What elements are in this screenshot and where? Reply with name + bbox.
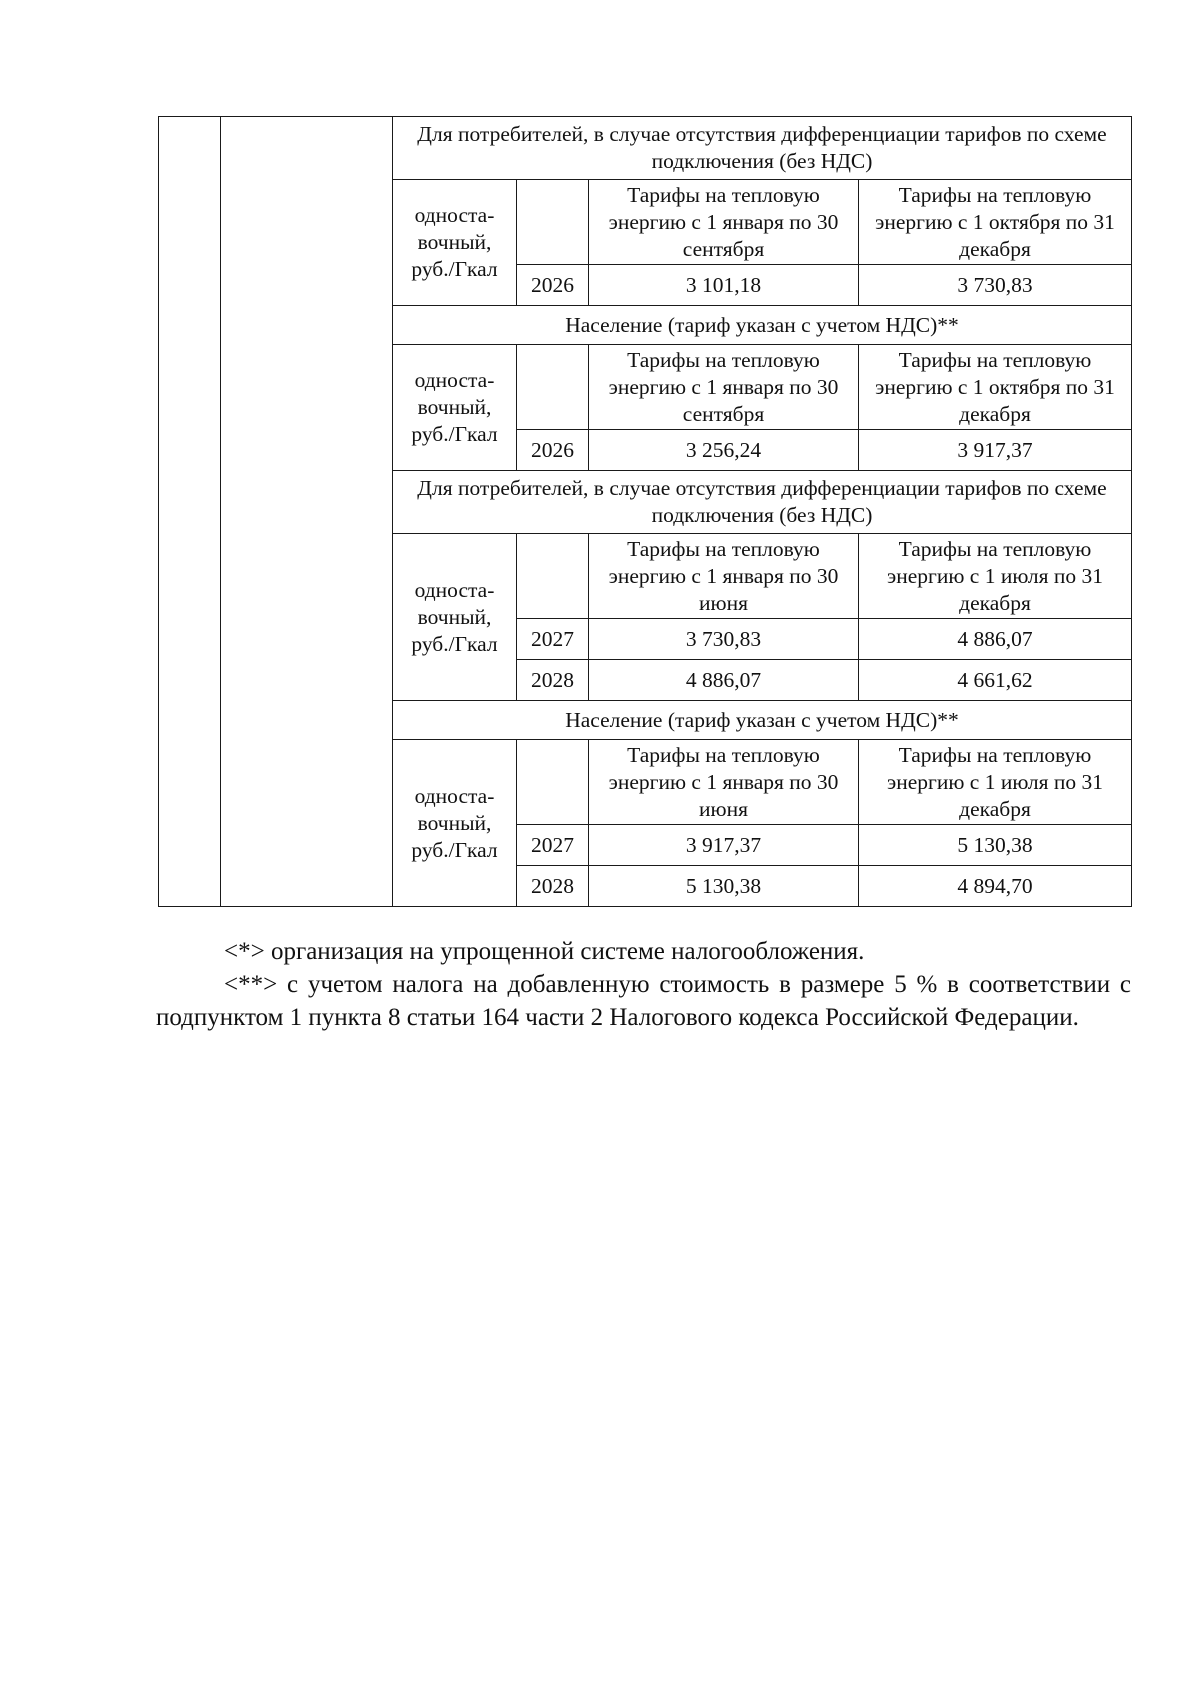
year-cell: 2026 (517, 265, 589, 306)
year-cell: 2028 (517, 866, 589, 907)
tariff-table (158, 116, 1132, 907)
tariff-value: 3 730,83 (589, 619, 859, 660)
tariff-value: 4 661,62 (859, 660, 1132, 701)
tariff-value: 3 101,18 (589, 265, 859, 306)
footnote-vat: <**> с учетом налога на добавленную стоимость в размере 5 % в соответствии с подпунктом 1 пункта 8 статьи 164 части 2 Налогового кодекса Российской Федерации. (156, 971, 1131, 1031)
unit-cell: односта-вочный, руб./Гкал (393, 345, 517, 471)
tariff-value: 3 730,83 (859, 265, 1132, 306)
unit-cell: односта-вочный, руб./Гкал (393, 180, 517, 306)
section-heading: Для потребителей, в случае отсутствия дифференциации тарифов по схеме подключения (без НДС) (393, 117, 1132, 180)
footnote-simplified-tax: <*> организация на упрощенной системе налогообложения. (224, 938, 865, 965)
column-header-period-1: Тарифы на тепловую энергию с 1 января по 30 июня (589, 534, 859, 619)
year-header-blank (517, 740, 589, 825)
section-heading: Для потребителей, в случае отсутствия дифференциации тарифов по схеме подключения (без НДС) (393, 471, 1132, 534)
section-heading: Население (тариф указан с учетом НДС)** (393, 701, 1132, 740)
year-cell: 2027 (517, 825, 589, 866)
unit-cell: односта-вочный, руб./Гкал (393, 534, 517, 701)
tariff-value: 4 886,07 (589, 660, 859, 701)
year-header-blank (517, 345, 589, 430)
year-cell: 2026 (517, 430, 589, 471)
year-header-blank (517, 534, 589, 619)
blank-column-name (221, 117, 393, 907)
year-cell: 2028 (517, 660, 589, 701)
blank-column-number (159, 117, 221, 907)
tariff-value: 3 917,37 (589, 825, 859, 866)
column-header-period-1: Тарифы на тепловую энергию с 1 января по 30 сентября (589, 345, 859, 430)
column-header-period-2: Тарифы на тепловую энергию с 1 июля по 31 декабря (859, 740, 1132, 825)
tariff-value: 3 256,24 (589, 430, 859, 471)
unit-cell: односта-вочный, руб./Гкал (393, 740, 517, 907)
year-header-blank (517, 180, 589, 265)
column-header-period-1: Тарифы на тепловую энергию с 1 января по 30 сентября (589, 180, 859, 265)
section-heading: Население (тариф указан с учетом НДС)** (393, 306, 1132, 345)
tariff-value: 5 130,38 (859, 825, 1132, 866)
tariff-value: 4 894,70 (859, 866, 1132, 907)
year-cell: 2027 (517, 619, 589, 660)
tariff-value: 4 886,07 (859, 619, 1132, 660)
column-header-period-2: Тарифы на тепловую энергию с 1 июля по 31 декабря (859, 534, 1132, 619)
tariff-value: 5 130,38 (589, 866, 859, 907)
tariff-value: 3 917,37 (859, 430, 1132, 471)
column-header-period-1: Тарифы на тепловую энергию с 1 января по 30 июня (589, 740, 859, 825)
column-header-period-2: Тарифы на тепловую энергию с 1 октября по 31 декабря (859, 180, 1132, 265)
column-header-period-2: Тарифы на тепловую энергию с 1 октября по 31 декабря (859, 345, 1132, 430)
